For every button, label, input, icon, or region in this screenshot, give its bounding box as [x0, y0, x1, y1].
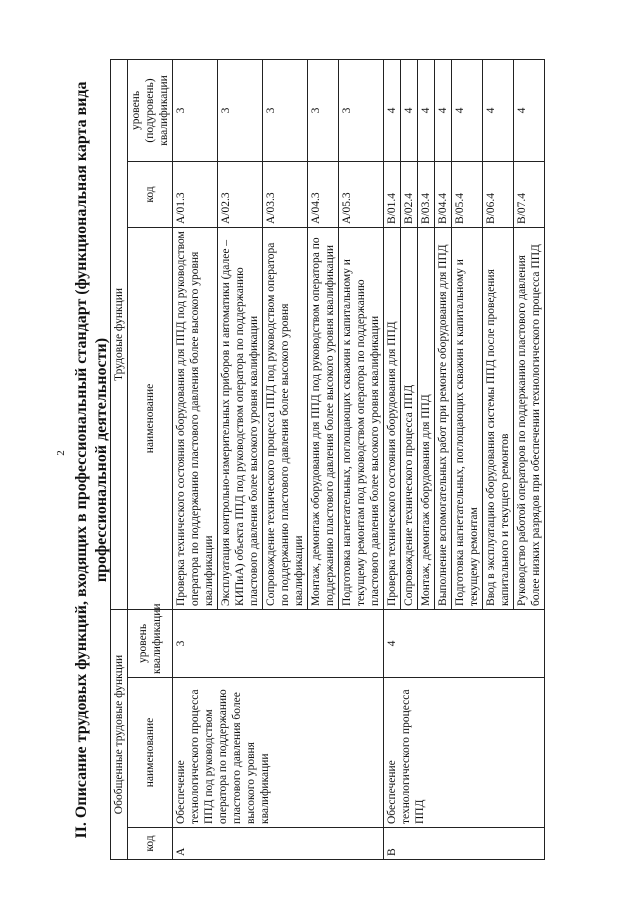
- function-level: 4: [483, 59, 514, 161]
- function-code: B/06.4: [483, 161, 514, 227]
- function-name: Проверка технического состояния оборудования для ППД под руководством оператора по поддержанию пластового давления более высокого уровня квалификации: [173, 227, 218, 609]
- group-code: B: [384, 828, 545, 860]
- function-level: 4: [418, 59, 435, 161]
- header-labor-functions: Трудовые функции: [111, 59, 128, 609]
- group-level: 3: [173, 609, 384, 677]
- group-code: A: [173, 828, 384, 860]
- group-name: Обеспечение технологического процесса ППД под руководством оператора по поддержанию пластового давления более высокого уровня квалификации: [173, 678, 384, 828]
- group-name: Обеспечение технологического процесса ППД: [384, 678, 545, 828]
- function-level: 3: [339, 59, 384, 161]
- function-code: B/05.4: [452, 161, 483, 227]
- page-number: 2: [54, 450, 67, 456]
- function-code: B/07.4: [514, 161, 545, 227]
- function-name: Монтаж, демонтаж оборудования для ППД под руководством оператора по поддержанию пластового давления более высокого уровня квалификации: [308, 227, 339, 609]
- title-line-1: II. Описание трудовых функций, входящих в профессиональный стандарт (функциональная карта вида: [73, 81, 90, 839]
- header-code: код: [128, 828, 173, 860]
- title-line-2: профессиональной деятельности): [93, 337, 110, 583]
- header-generalized-functions: Обобщенные трудовые функции: [111, 609, 128, 859]
- function-level: 4: [452, 59, 483, 161]
- header-function-name: наименование: [128, 227, 173, 609]
- function-name: Подготовка нагнетательных, поглощающих скважин к капитальному и текущему ремонтам: [452, 227, 483, 609]
- function-name: Сопровождение технического процесса ППД: [401, 227, 418, 609]
- function-code: B/04.4: [435, 161, 452, 227]
- function-name: Руководство работой операторов по поддержанию пластового давления более низких разрядов при обеспечении технологического процесса ППД: [514, 227, 545, 609]
- function-level: 4: [435, 59, 452, 161]
- table-row: [173, 59, 218, 859]
- function-name: Подготовка нагнетательных, поглощающих скважин к капитальному и текущему ремонтам под руководством оператора по поддержанию пластового давления более высокого уровня квалификации: [339, 227, 384, 609]
- function-code: B/02.4: [401, 161, 418, 227]
- function-code: A/03.3: [263, 161, 308, 227]
- function-name: Проверка технического состояния оборудования для ППД: [384, 227, 401, 609]
- function-level: 3: [263, 59, 308, 161]
- function-code: B/01.4: [384, 161, 401, 227]
- function-code: A/05.3: [339, 161, 384, 227]
- group-level: 4: [384, 609, 545, 677]
- header-name: наименование: [128, 678, 173, 828]
- function-name: Ввод в эксплуатацию оборудования системы ППД после проведения капитального и текущего ремонтов: [483, 227, 514, 609]
- function-name: Выполнение вспомогательных работ при ремонте оборудования для ППД: [435, 227, 452, 609]
- function-code: A/01.3: [173, 161, 218, 227]
- functional-map-table: [110, 59, 545, 860]
- function-level: 4: [401, 59, 418, 161]
- function-level: 4: [514, 59, 545, 161]
- function-level: 3: [218, 59, 263, 161]
- header-sublevel: уровень (подуровень) квалификации: [128, 59, 173, 161]
- function-code: A/04.3: [308, 161, 339, 227]
- header-level: уровень квалификации: [128, 609, 173, 677]
- function-code: A/02.3: [218, 161, 263, 227]
- table-row: [384, 59, 401, 859]
- function-code: B/03.4: [418, 161, 435, 227]
- function-level: 3: [173, 59, 218, 161]
- section-title: [72, 20, 112, 900]
- function-name: Сопровождение технического процесса ППД под руководством оператора по поддержанию пластового давления более высокого уровня квалификации: [263, 227, 308, 609]
- function-name: Эксплуатация контрольно-измерительных приборов и автоматики (далее – КИПиА) объекта ППД под руководством оператора по поддержанию пластового давления более высокого уровня квалификации: [218, 227, 263, 609]
- function-name: Монтаж, демонтаж оборудования для ППД: [418, 227, 435, 609]
- function-level: 4: [384, 59, 401, 161]
- function-level: 3: [308, 59, 339, 161]
- rotated-page: [0, 20, 640, 900]
- header-function-code: код: [128, 161, 173, 227]
